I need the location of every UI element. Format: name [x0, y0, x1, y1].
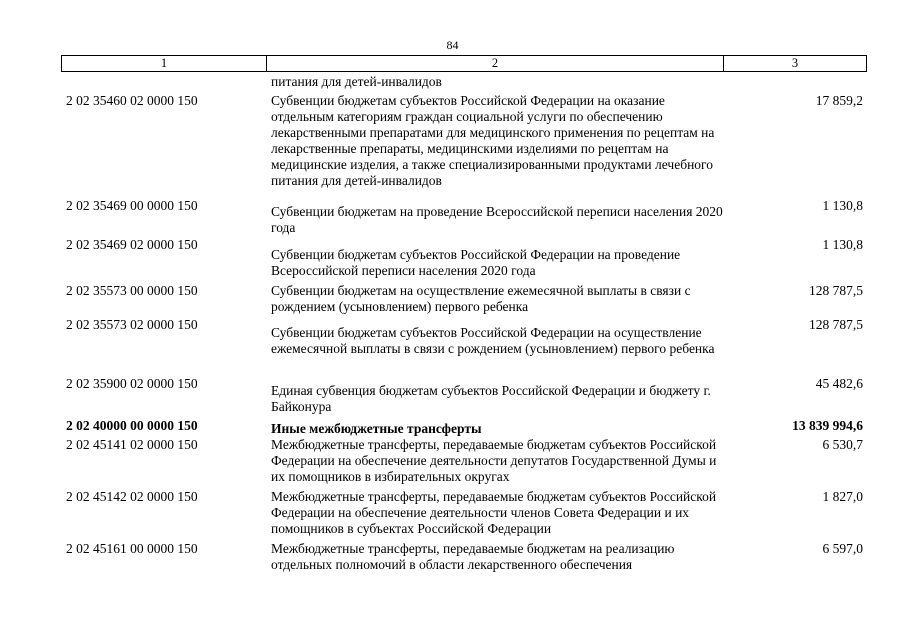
row-amount: 6 530,7 — [822, 437, 863, 452]
row-name: Субвенции бюджетам на осуществление ежемесячной выплаты в связи с рождением (усыновлением) первого ребенка — [271, 283, 691, 314]
row-code: 2 02 35460 02 0000 150 — [66, 93, 198, 108]
row-name: Межбюджетные трансферты, передаваемые бюджетам субъектов Российской Федерации на обеспечение деятельности членов Совета Федерации и их помощников в субъектах Российской Федерации — [271, 489, 717, 536]
row-amount: 1 827,0 — [822, 489, 863, 504]
page-number: 84 — [446, 38, 459, 52]
row-amount: 1 130,8 — [822, 198, 863, 213]
row-code: 2 02 35573 02 0000 150 — [66, 317, 198, 332]
row-amount: 13 839 994,6 — [792, 418, 863, 433]
row-code: 2 02 45161 00 0000 150 — [66, 541, 198, 556]
row-code: 2 02 40000 00 0000 150 — [66, 418, 198, 433]
header-col-1: 1 — [62, 56, 267, 71]
row-amount: 45 482,6 — [815, 376, 863, 391]
row-amount: 128 787,5 — [809, 283, 863, 298]
row-name: Единая субвенция бюджетам субъектов Российской Федерации и бюджету г. Байконура — [271, 383, 711, 414]
row-amount: 17 859,2 — [815, 93, 863, 108]
row-code: 2 02 35469 02 0000 150 — [66, 237, 198, 252]
row-code: 2 02 35900 02 0000 150 — [66, 376, 198, 391]
row-code: 2 02 35469 00 0000 150 — [66, 198, 198, 213]
table-header — [61, 55, 867, 72]
row-name: Межбюджетные трансферты, передаваемые бюджетам субъектов Российской Федерации на обеспечение деятельности депутатов Государственной Думы и их помощников в избирательных округах — [271, 437, 717, 484]
row-name: Субвенции бюджетам на проведение Всероссийской переписи населения 2020 года — [271, 204, 723, 235]
row-amount: 1 130,8 — [822, 237, 863, 252]
row-code: 2 02 35573 00 0000 150 — [66, 283, 198, 298]
row-name: Иные межбюджетные трансферты — [271, 421, 482, 436]
row-name: Субвенции бюджетам субъектов Российской Федерации на осуществление ежемесячной выплаты в связи с рождением (усыновлением) первого ребенка — [271, 325, 715, 356]
row-name: Субвенции бюджетам субъектов Российской Федерации на оказание отдельным категориям граждан социальной услуги по обеспечению лекарственными препаратами для медицинского применения по рецептам на лекарственные препараты, медицинскими изделиями по рецептам на медицинские изделия, а также специализированными продуктами лечебного питания для детей-инвалидов — [271, 93, 715, 188]
row-code: 2 02 45141 02 0000 150 — [66, 437, 198, 452]
continuation-text: питания для детей-инвалидов — [271, 74, 442, 89]
row-name: Межбюджетные трансферты, передаваемые бюджетам на реализацию отдельных полномочий в области лекарственного обеспечения — [271, 541, 675, 572]
row-code: 2 02 45142 02 0000 150 — [66, 489, 198, 504]
header-col-2: 2 — [267, 56, 724, 71]
header-col-3: 3 — [791, 56, 799, 70]
row-amount: 6 597,0 — [822, 541, 863, 556]
row-amount: 128 787,5 — [809, 317, 863, 332]
row-name: Субвенции бюджетам субъектов Российской Федерации на проведение Всероссийской переписи населения 2020 года — [271, 247, 681, 278]
